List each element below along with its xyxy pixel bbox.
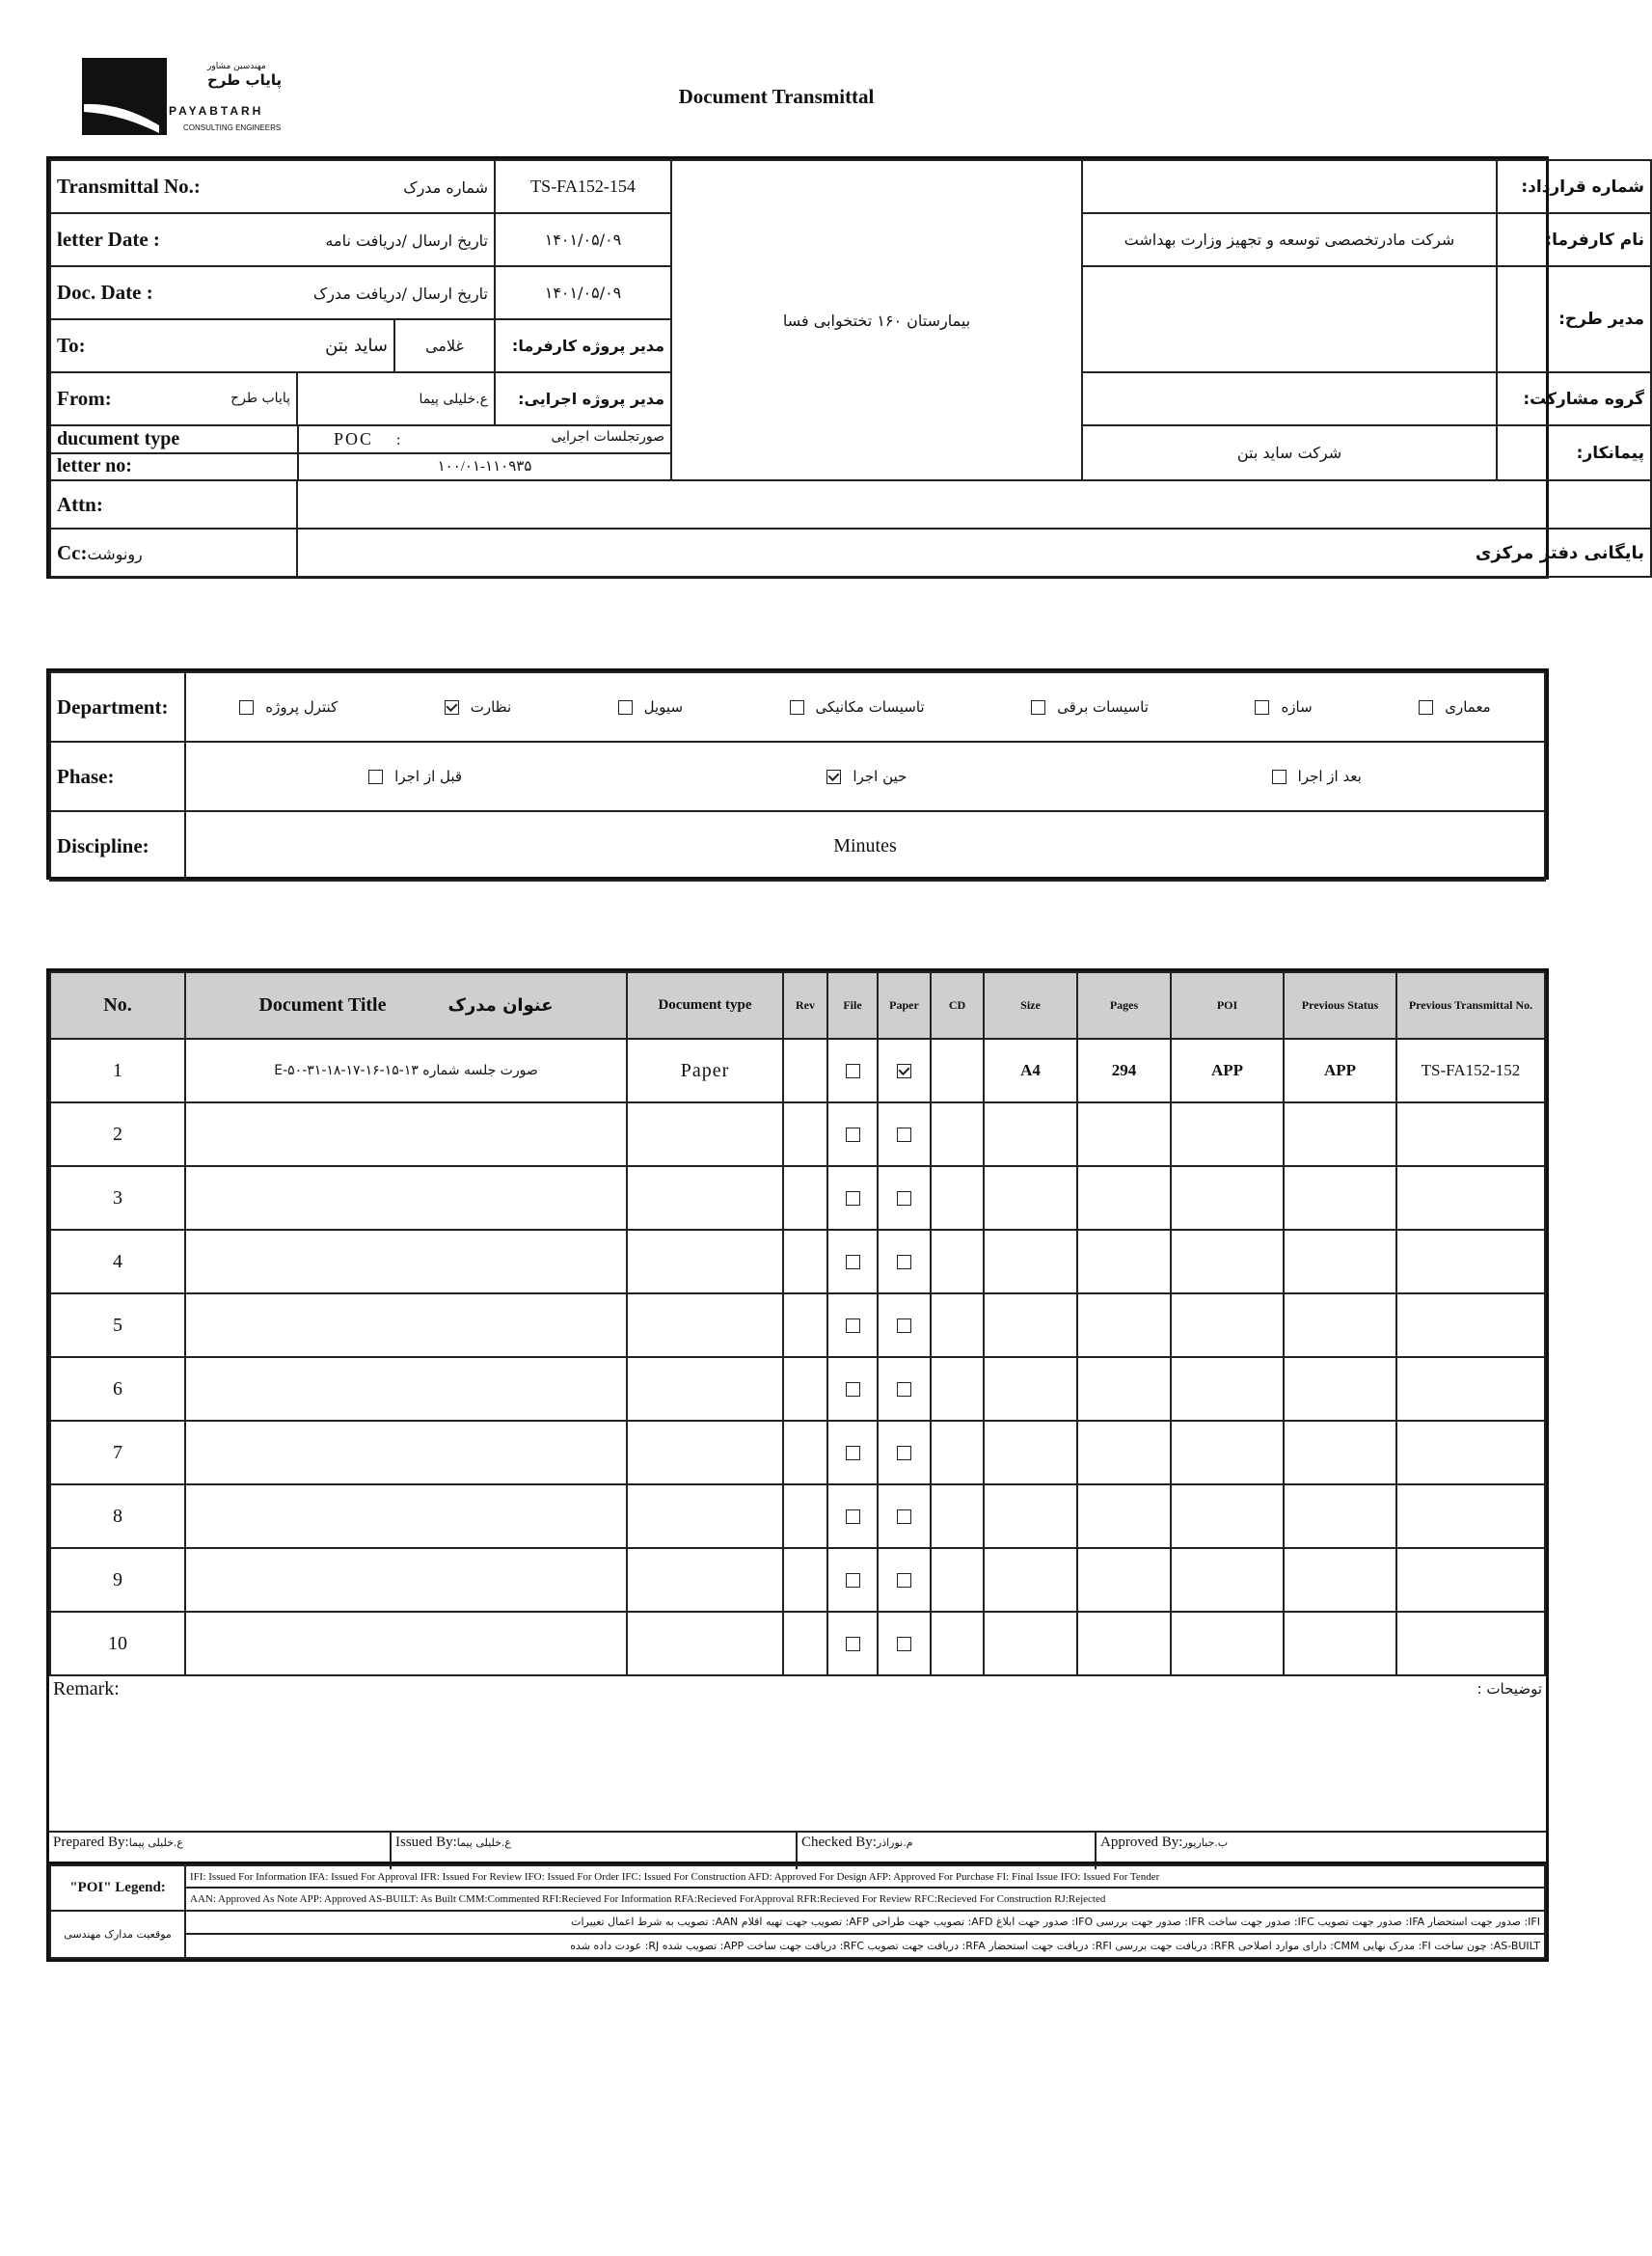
cell-file[interactable] xyxy=(827,1421,878,1484)
company-logo xyxy=(82,58,294,137)
page-title: Document Transmittal xyxy=(678,85,875,108)
checkbox[interactable] xyxy=(790,700,804,715)
cell-poi xyxy=(1171,1484,1284,1548)
table-row xyxy=(50,1612,1545,1675)
to-company: ساید بتن xyxy=(325,336,388,356)
checkbox[interactable] xyxy=(618,700,633,715)
cell-size xyxy=(984,1357,1077,1421)
doc-type-block xyxy=(50,425,671,480)
department-option-4[interactable] xyxy=(618,698,683,716)
cell-title xyxy=(185,1421,627,1484)
cell-file[interactable] xyxy=(827,1293,878,1357)
remark-label: Remark: xyxy=(53,1678,120,1699)
cell-file[interactable] xyxy=(827,1166,878,1230)
table-row xyxy=(50,1230,1545,1293)
client-pm-label: مدیر پروژه کارفرما: xyxy=(495,319,671,372)
cell-paper[interactable] xyxy=(878,1039,931,1102)
table-row xyxy=(50,1484,1545,1548)
cell-size xyxy=(984,1293,1077,1357)
cell-no: 2 xyxy=(50,1102,185,1166)
table-row xyxy=(50,1102,1545,1166)
cell-prev-status xyxy=(1284,1230,1396,1293)
cell-doc-type xyxy=(627,1166,783,1230)
issued-by: Issued By:ع.خلیلی پیما xyxy=(392,1833,798,1869)
col-pages: Pages xyxy=(1077,972,1171,1039)
cell-pages xyxy=(1077,1421,1171,1484)
table-row xyxy=(50,1357,1545,1421)
cell-paper[interactable] xyxy=(878,1293,931,1357)
cell-prev-transmittal: TS-FA152-152 xyxy=(1396,1039,1545,1102)
file-checkbox[interactable] xyxy=(846,1128,860,1142)
paper-checkbox[interactable] xyxy=(897,1509,911,1524)
cell-pages xyxy=(1077,1230,1171,1293)
logo-mark-icon xyxy=(82,58,169,135)
cell-paper[interactable] xyxy=(878,1484,931,1548)
checkbox[interactable] xyxy=(1255,700,1269,715)
table-row xyxy=(50,1166,1545,1230)
cell-doc-type xyxy=(627,1421,783,1484)
cell-cd xyxy=(931,1293,984,1357)
cell-cd xyxy=(931,1548,984,1612)
cell-pages xyxy=(1077,1166,1171,1230)
client-value: شرکت مادرتخصصی توسعه و تجهیز وزارت بهداشت xyxy=(1082,213,1497,266)
cell-size xyxy=(984,1166,1077,1230)
cell-no: 5 xyxy=(50,1293,185,1357)
department-option-6[interactable] xyxy=(239,698,338,716)
cell-cd xyxy=(931,1230,984,1293)
doc-date-value: ۱۴۰۱/۰۵/۰۹ xyxy=(495,266,671,319)
checkbox[interactable] xyxy=(826,770,841,784)
file-checkbox[interactable] xyxy=(846,1573,860,1588)
department-option-2-label: تاسیسات برقی xyxy=(1057,698,1149,716)
department-option-6-label: کنترل پروژه xyxy=(265,698,339,716)
cell-title xyxy=(185,1548,627,1612)
department-option-3[interactable] xyxy=(790,698,925,716)
cell-poi xyxy=(1171,1102,1284,1166)
cell-prev-status xyxy=(1284,1166,1396,1230)
cell-file[interactable] xyxy=(827,1484,878,1548)
phase-options xyxy=(185,742,1545,811)
cell-prev-status xyxy=(1284,1293,1396,1357)
legend-line-3: IFI: صدور جهت استحضار IFA: صدور جهت تصویب IFC: صدور جهت ساخت IFR: صدور جهت بررسی IFO: صدور جهت ابلاغ AFD: تصویب جهت طراحی AFP: تصویب جهت تهیه اقلام AAN: تصویب به شرط اعمال تغییرات xyxy=(185,1911,1545,1935)
paper-checkbox[interactable] xyxy=(897,1255,911,1269)
info-section xyxy=(46,156,1644,579)
transmittal-no-value: TS-FA152-154 xyxy=(495,160,671,213)
cell-paper[interactable] xyxy=(878,1230,931,1293)
cell-prev-transmittal xyxy=(1396,1230,1545,1293)
cell-doc-type xyxy=(627,1548,783,1612)
logo-fa-small: مهندسین مشاور xyxy=(207,62,266,71)
department-option-3-label: تاسیسات مکانیکی xyxy=(815,698,925,716)
cell-pages: 294 xyxy=(1077,1039,1171,1102)
cell-prev-transmittal xyxy=(1396,1357,1545,1421)
cell-poi: APP xyxy=(1171,1039,1284,1102)
letter-date-value: ۱۴۰۱/۰۵/۰۹ xyxy=(495,213,671,266)
cell-doc-type xyxy=(627,1357,783,1421)
table-row xyxy=(50,1421,1545,1484)
remark-area xyxy=(49,1674,1546,1833)
col-prev-status: Previous Status xyxy=(1284,972,1396,1039)
cell-prev-transmittal xyxy=(1396,1548,1545,1612)
cell-cd xyxy=(931,1102,984,1166)
checkbox[interactable] xyxy=(1031,700,1045,715)
letter-no-value: ۱۰۰/۰۱-۱۱۰۹۳۵ xyxy=(437,459,532,476)
cc-value: بایگانی دفتر مرکزی xyxy=(297,529,1651,577)
table-row xyxy=(50,1039,1545,1102)
info-table xyxy=(49,159,1652,578)
cell-file[interactable] xyxy=(827,1039,878,1102)
phase-option-2[interactable] xyxy=(368,768,462,785)
cell-no: 8 xyxy=(50,1484,185,1548)
department-option-0[interactable] xyxy=(1419,698,1491,716)
cell-file[interactable] xyxy=(827,1612,878,1675)
to-person: غلامی xyxy=(394,319,495,372)
partnership-value xyxy=(1082,372,1497,425)
cell-file[interactable] xyxy=(827,1548,878,1612)
cell-rev xyxy=(783,1102,827,1166)
cell-cd xyxy=(931,1039,984,1102)
project-name: بیمارستان ۱۶۰ تختخوابی فسا xyxy=(671,160,1082,480)
cell-pages xyxy=(1077,1293,1171,1357)
file-checkbox[interactable] xyxy=(846,1191,860,1206)
checkbox[interactable] xyxy=(445,700,459,715)
attn-value xyxy=(297,480,1651,529)
status-legend-label: موقعیت مدارک مهندسی xyxy=(50,1911,185,1958)
col-file: File xyxy=(827,972,878,1039)
col-size: Size xyxy=(984,972,1077,1039)
logo-en-sub: CONSULTING ENGINEERS xyxy=(183,123,282,132)
cell-doc-type: Paper xyxy=(627,1039,783,1102)
cell-poi xyxy=(1171,1357,1284,1421)
department-option-5-label: نظارت xyxy=(470,698,512,716)
paper-checkbox[interactable] xyxy=(897,1128,911,1142)
checkbox[interactable] xyxy=(368,770,383,784)
cell-pages xyxy=(1077,1484,1171,1548)
approved-by: Approved By:ب.جبارپور xyxy=(1100,1835,1229,1850)
paper-checkbox[interactable] xyxy=(897,1446,911,1460)
cell-paper[interactable] xyxy=(878,1102,931,1166)
file-checkbox[interactable] xyxy=(846,1382,860,1397)
cell-prev-status xyxy=(1284,1421,1396,1484)
cell-prev-status xyxy=(1284,1357,1396,1421)
cell-cd xyxy=(931,1612,984,1675)
cell-rev xyxy=(783,1421,827,1484)
cell-prev-transmittal xyxy=(1396,1612,1545,1675)
cell-paper[interactable] xyxy=(878,1548,931,1612)
file-checkbox[interactable] xyxy=(846,1255,860,1269)
cell-cd xyxy=(931,1484,984,1548)
partnership-label: گروه مشارکت: xyxy=(1497,372,1651,425)
cell-rev xyxy=(783,1548,827,1612)
cell-title xyxy=(185,1357,627,1421)
paper-checkbox[interactable] xyxy=(897,1191,911,1206)
col-no: No. xyxy=(50,972,185,1039)
cell-paper[interactable] xyxy=(878,1166,931,1230)
cell-prev-transmittal xyxy=(1396,1484,1545,1548)
file-checkbox[interactable] xyxy=(846,1637,860,1651)
department-option-4-label: سیویل xyxy=(643,698,684,716)
phase-option-0-label: بعد از اجرا xyxy=(1297,768,1362,785)
cell-poi xyxy=(1171,1548,1284,1612)
checkbox[interactable] xyxy=(1419,700,1433,715)
cell-prev-transmittal xyxy=(1396,1293,1545,1357)
contract-no-value xyxy=(1082,160,1497,213)
department-options xyxy=(185,672,1545,742)
legend-line-4: AS-BUILT: چون ساخت FI: مدرک نهایی CMM: دارای موارد اصلاحی RFR: دریافت جهت بررسی RFI: دریافت جهت استحضار RFA: دریافت جهت تصویب RFC: دریافت جهت ساخت APP: تصویب شده RJ: عودت داده شده xyxy=(185,1934,1545,1958)
department-option-1-label: سازه xyxy=(1281,698,1313,716)
cell-rev xyxy=(783,1612,827,1675)
discipline-value: Minutes xyxy=(185,811,1545,881)
prepared-by: Prepared By:ع.خلیلی پیما xyxy=(49,1833,392,1869)
cell-size xyxy=(984,1421,1077,1484)
contract-no-label: شماره قرارداد: xyxy=(1497,160,1651,213)
file-checkbox[interactable] xyxy=(846,1064,860,1078)
cell-cd xyxy=(931,1166,984,1230)
cell-poi xyxy=(1171,1612,1284,1675)
paper-checkbox[interactable] xyxy=(897,1637,911,1651)
client-label: نام کارفرما: xyxy=(1497,213,1651,266)
contractor-value: شرکت ساید بتن xyxy=(1082,425,1497,480)
file-checkbox[interactable] xyxy=(846,1318,860,1333)
cell-rev xyxy=(783,1166,827,1230)
cc-label: Cc:رونوشت xyxy=(50,529,297,577)
doc-date-label: Doc. Date : تاریخ ارسال /دریافت مدرک xyxy=(50,266,495,319)
cell-no: 7 xyxy=(50,1421,185,1484)
cell-file[interactable] xyxy=(827,1357,878,1421)
remark-label-fa: توضیحات : xyxy=(1476,1680,1542,1698)
cell-size xyxy=(984,1230,1077,1293)
department-option-0-label: معماری xyxy=(1445,698,1491,716)
paper-checkbox[interactable] xyxy=(897,1318,911,1333)
phase-option-0[interactable] xyxy=(1272,768,1362,785)
cell-no: 6 xyxy=(50,1357,185,1421)
cell-file[interactable] xyxy=(827,1230,878,1293)
cell-doc-type xyxy=(627,1102,783,1166)
documents-table xyxy=(49,971,1546,1676)
col-prev-transmittal: Previous Transmittal No. xyxy=(1396,972,1545,1039)
cell-title xyxy=(185,1102,627,1166)
cell-prev-transmittal xyxy=(1396,1102,1545,1166)
cell-doc-type xyxy=(627,1612,783,1675)
attn-label: Attn: xyxy=(50,480,297,529)
phase-label: Phase: xyxy=(50,742,185,811)
to-cell: To: ساید بتن xyxy=(50,319,394,372)
checkbox[interactable] xyxy=(1272,770,1286,784)
department-label: Department: xyxy=(50,672,185,742)
legend-section xyxy=(46,1862,1549,1962)
phase-option-1-label: حین اجرا xyxy=(853,768,907,785)
legend-line-1: IFI: Issued For Information IFA: Issued For Approval IFR: Issued For Review IFO: Issued For Order IFC: Issued For Construction AFD: Approved For Design AFP: Approved For Purchase FI: Final Issue IFO: Issued For Tender xyxy=(185,1865,1545,1888)
cell-cd xyxy=(931,1357,984,1421)
department-option-5[interactable] xyxy=(445,698,511,716)
documents-section xyxy=(46,968,1549,1962)
logo-en-name: PAYABTARH xyxy=(169,104,264,118)
letter-date-label: letter Date : تاریخ ارسال /دریافت نامه xyxy=(50,213,495,266)
cell-rev xyxy=(783,1484,827,1548)
table-row xyxy=(50,1548,1545,1612)
paper-checkbox[interactable] xyxy=(897,1573,911,1588)
contractor-label: پیمانکار: xyxy=(1497,425,1651,480)
classification-section xyxy=(46,668,1549,880)
designer-label: مدیر طرح: xyxy=(1497,266,1651,372)
cell-no: 4 xyxy=(50,1230,185,1293)
cell-no: 1 xyxy=(50,1039,185,1102)
cell-rev xyxy=(783,1230,827,1293)
exec-pm-label: مدیر پروژه اجرایی: xyxy=(495,372,671,425)
cell-title xyxy=(185,1484,627,1548)
cell-doc-type xyxy=(627,1230,783,1293)
doc-type-value: POC : صورتجلسات اجرایی xyxy=(298,426,670,453)
file-checkbox[interactable] xyxy=(846,1446,860,1460)
phase-option-2-label: قبل از اجرا xyxy=(394,768,463,785)
cell-pages xyxy=(1077,1612,1171,1675)
cell-pages xyxy=(1077,1548,1171,1612)
cell-poi xyxy=(1171,1293,1284,1357)
cell-size xyxy=(984,1102,1077,1166)
file-checkbox[interactable] xyxy=(846,1509,860,1524)
cell-no: 3 xyxy=(50,1166,185,1230)
cell-paper[interactable] xyxy=(878,1612,931,1675)
cell-no: 9 xyxy=(50,1548,185,1612)
discipline-label: Discipline: xyxy=(50,811,185,881)
col-paper: Paper xyxy=(878,972,931,1039)
cell-rev xyxy=(783,1357,827,1421)
cell-size xyxy=(984,1484,1077,1548)
cell-poi xyxy=(1171,1421,1284,1484)
letter-no-label: letter no: xyxy=(51,453,298,480)
cell-title xyxy=(185,1230,627,1293)
cell-size xyxy=(984,1548,1077,1612)
col-rev: Rev xyxy=(783,972,827,1039)
transmittal-no-label: Transmittal No.: شماره مدرک xyxy=(50,160,495,213)
cell-pages xyxy=(1077,1102,1171,1166)
cell-poi xyxy=(1171,1166,1284,1230)
paper-checkbox[interactable] xyxy=(897,1382,911,1397)
doc-type-label: ducument type xyxy=(51,426,298,453)
checked-by: Checked By:م.نوراذر xyxy=(798,1833,1097,1869)
checkbox[interactable] xyxy=(239,700,254,715)
cell-rev xyxy=(783,1039,827,1102)
cell-title xyxy=(185,1293,627,1357)
col-poi: POI xyxy=(1171,972,1284,1039)
cell-no: 10 xyxy=(50,1612,185,1675)
cell-prev-transmittal xyxy=(1396,1421,1545,1484)
cell-title: صورت جلسه شماره ۱۳-۱۵-۱۶-۱۷-۱۸-۳۱-۵۰-E xyxy=(185,1039,627,1102)
cell-prev-status xyxy=(1284,1548,1396,1612)
cell-file[interactable] xyxy=(827,1102,878,1166)
cell-size xyxy=(984,1612,1077,1675)
poi-legend-label: "POI" Legend: xyxy=(50,1865,185,1911)
cell-pages xyxy=(1077,1357,1171,1421)
department-option-1[interactable] xyxy=(1255,698,1312,716)
cell-prev-status xyxy=(1284,1102,1396,1166)
cell-prev-status xyxy=(1284,1612,1396,1675)
col-cd: CD xyxy=(931,972,984,1039)
cell-doc-type xyxy=(627,1484,783,1548)
from-company: پایاب طرح xyxy=(230,391,290,406)
cell-poi xyxy=(1171,1230,1284,1293)
cell-cd xyxy=(931,1421,984,1484)
designer-value xyxy=(1082,266,1497,372)
cell-paper[interactable] xyxy=(878,1421,931,1484)
cell-prev-status xyxy=(1284,1484,1396,1548)
from-person: ع.خلیلی پیما xyxy=(297,372,495,425)
cell-prev-transmittal xyxy=(1396,1166,1545,1230)
logo-fa-name: پایاب طرح xyxy=(207,71,283,89)
cell-doc-type xyxy=(627,1293,783,1357)
col-doc-type: Document type xyxy=(627,972,783,1039)
cell-rev xyxy=(783,1293,827,1357)
from-cell: From: پایاب طرح xyxy=(50,372,297,425)
department-option-2[interactable] xyxy=(1031,698,1149,716)
cell-title xyxy=(185,1612,627,1675)
table-row xyxy=(50,1293,1545,1357)
cell-size: A4 xyxy=(984,1039,1077,1102)
legend-line-2: AAN: Approved As Note APP: Approved AS-BUILT: As Built CMM:Commented RFI:Recieved For Information RFA:Recieved ForApproval RFR:Recieved For Review RFC:Recieved For Construction RJ:Rejected xyxy=(185,1888,1545,1910)
cell-paper[interactable] xyxy=(878,1357,931,1421)
col-title: Document Title عنوان مدرک xyxy=(185,972,627,1039)
cell-title xyxy=(185,1166,627,1230)
paper-checkbox[interactable] xyxy=(897,1064,911,1078)
cell-prev-status: APP xyxy=(1284,1039,1396,1102)
phase-option-1[interactable] xyxy=(826,768,907,785)
